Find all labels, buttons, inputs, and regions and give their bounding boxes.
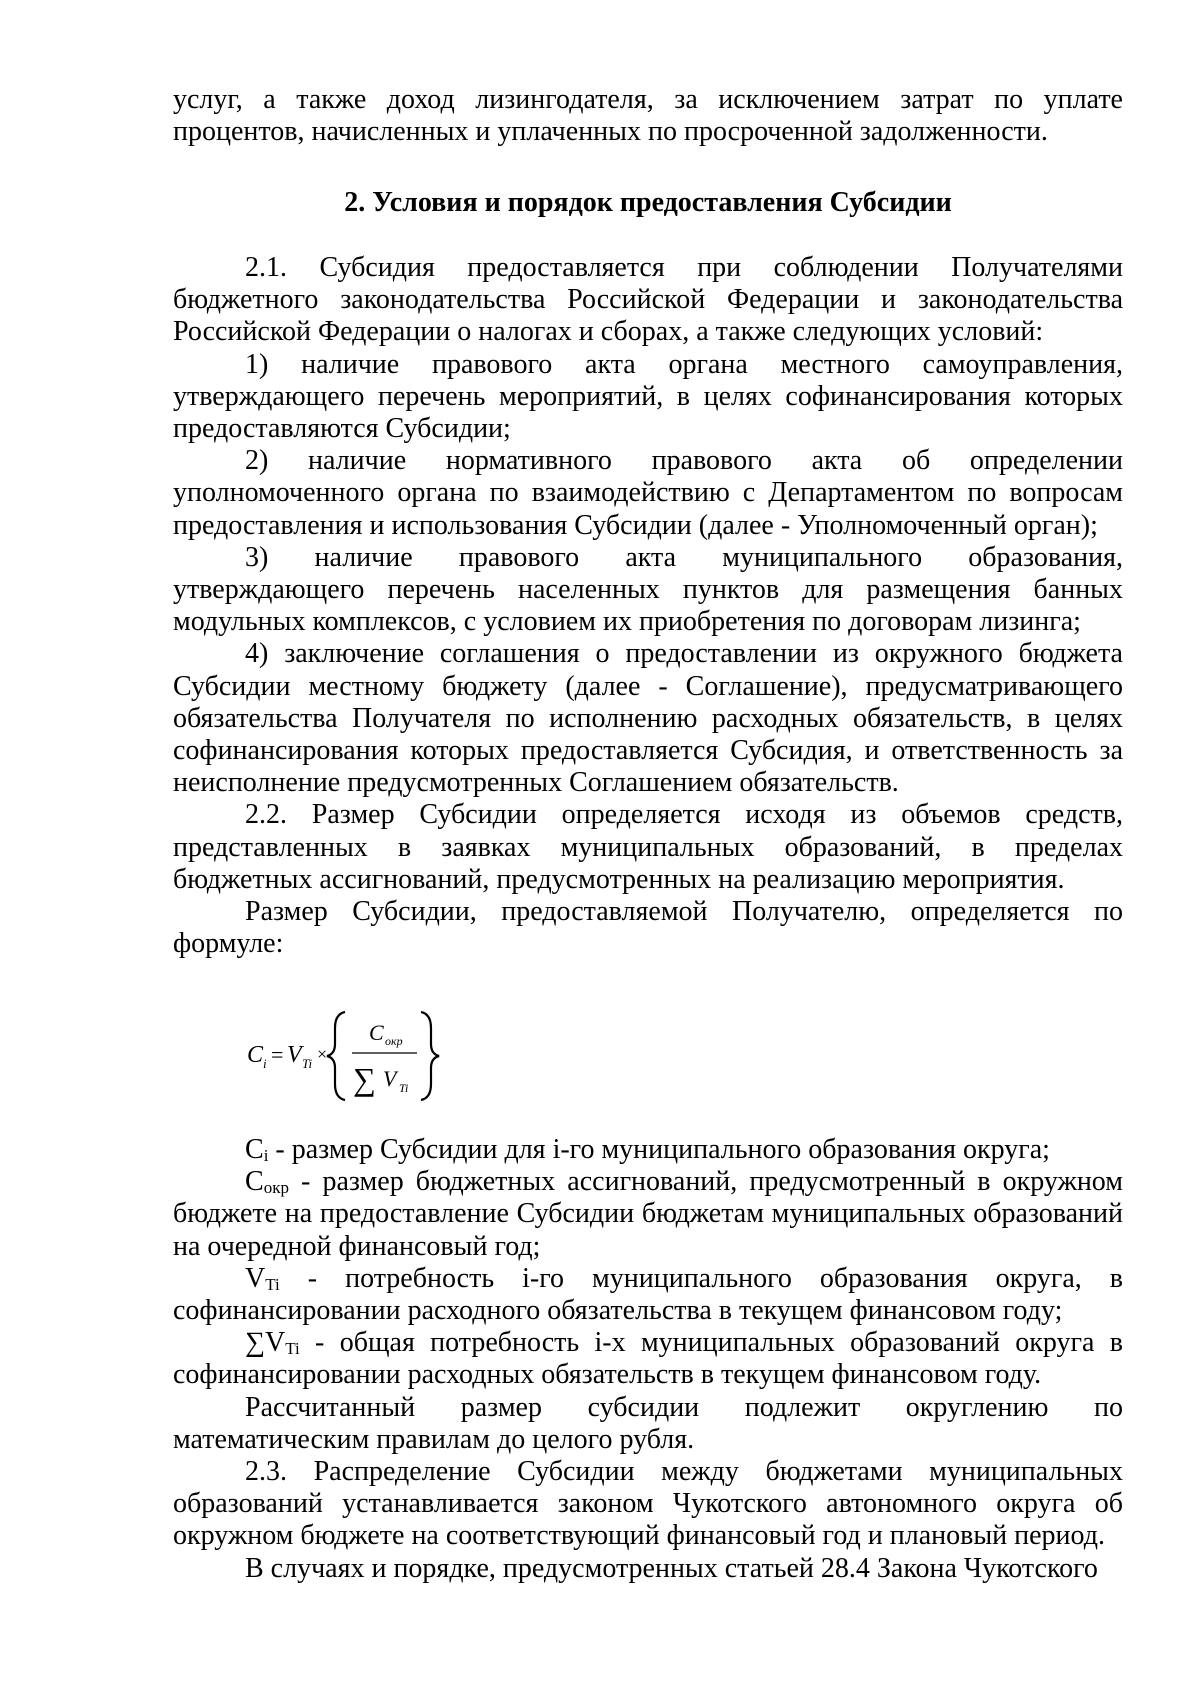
body-text-upper [173, 252, 1123, 960]
section-heading: 2. Условия и порядок предоставления Субсидии [344, 187, 952, 218]
formula-right-brace [421, 1012, 439, 1100]
formula-numerator-sub: окр [385, 1034, 403, 1048]
formula-lhs-sub: i [263, 1056, 267, 1071]
cokr-text: - размер бюджетных ассигнований, предусмотренный в окружном бюджете на предоставление Субсидии бюджетам муниципальных образований на очередной финансовый год; [173, 1166, 1123, 1262]
formula-equals: = [271, 1042, 284, 1067]
paragraph-rounding: Рассчитанный размер субсидии подлежит округлению по математическим правилам до целого рубля. [173, 1391, 1123, 1455]
paragraph-2-3: 2.3. Распределение Субсидии между бюджетами муниципальных образований устанавливается законом Чукотского автономного округа об окружном бюджете на соответствующий финансовый год и плановый период. [173, 1456, 1123, 1552]
paragraph-last: В случаях и порядке, предусмотренных статьей 28.4 Закона Чукотского [245, 1552, 1098, 1584]
formula-numerator: C [369, 1020, 384, 1045]
definition-sum-vti [173, 1327, 1123, 1391]
sum-text: - общая потребность i-х муниципальных образований округа в софинансировании расходных обязательств в текущем финансовом году. [173, 1327, 1123, 1391]
sum-subscript: Ti [285, 1339, 300, 1359]
formula-lhs: C [247, 1042, 264, 1068]
list-item-4: 4) заключение соглашения о предоставлении из окружного бюджета Субсидии местному бюджету (далее - Соглашение), предусматривающего обязательства Получателя по исполнению расходных обязательств, в целях софинансирования которых предоставляется Субсидия, и ответственность за неисполнение предусмотренных Соглашением обязательств. [173, 638, 1123, 799]
paragraph-2-2: 2.2. Размер Субсидии определяется исходя из объемов средств, представленных в заявках муниципальных образований, в пределах бюджетных ассигнований, предусмотренных на реализацию мероприятия. [173, 799, 1123, 895]
cokr-symbol: C [245, 1166, 264, 1198]
top-paragraph-block [173, 84, 1123, 148]
vti-symbol: V [245, 1262, 266, 1294]
paragraph-formula-intro: Размер Субсидии, предоставляемой Получателю, определяется по формуле: [173, 896, 1123, 960]
formula-denominator-v: V [383, 1066, 397, 1091]
formula-left-brace [327, 1012, 345, 1100]
list-item-2: 2) наличие нормативного правового акта об определении уполномоченного органа по взаимодействию с Департаментом по вопросам предоставления и использования Субсидии (далее - Уполномоченный орган); [173, 445, 1123, 541]
ci-symbol: C [245, 1134, 264, 1165]
paragraph-2-1: 2.1. Субсидия предоставляется при соблюдении Получателями бюджетного законодательства Российской Федерации и законодательства Российской Федерации о налогах и сборах, а также следующих условий: [173, 252, 1123, 348]
ci-text: - размер Субсидии для i-го муниципального образования округа; [268, 1134, 1050, 1165]
sum-symbol: ∑V [245, 1327, 286, 1359]
definition-ci [173, 1134, 1123, 1166]
subsidy-formula [245, 1000, 485, 1110]
vti-subscript: Ti [265, 1274, 280, 1294]
formula-v: V [287, 1042, 302, 1068]
ci-subscript: i [263, 1146, 269, 1165]
list-item-1: 1) наличие правового акта органа местного самоуправления, утверждающего перечень мероприятий, в целях софинансирования которых предоставляются Субсидии; [173, 348, 1123, 445]
formula-times: × [317, 1044, 328, 1064]
body-text-lower [173, 1134, 1123, 1585]
formula-denominator-sub: Ti [399, 1081, 409, 1095]
definition-vti [173, 1263, 1123, 1327]
top-paragraph: услуг, а также доход лизингодателя, за исключением затрат по уплате процентов, начисленных и уплаченных по просроченной задолженности. [173, 84, 1123, 148]
list-item-3: 3) наличие правового акта муниципального образования, утверждающего перечень населенных пунктов для размещения банных модульных комплексов, с условием их приобретения по договорам лизинга; [173, 541, 1123, 638]
formula-graphic [245, 1000, 485, 1110]
cokr-subscript: окр [263, 1178, 289, 1198]
definition-cokr [173, 1166, 1123, 1263]
formula-sum-sign: ∑ [353, 1061, 376, 1097]
vti-text: - потребность i-го муниципального образования округа, в софинансировании расходного обязательства в текущем финансовом году; [173, 1262, 1123, 1327]
formula-v-sub: Ti [302, 1056, 313, 1071]
